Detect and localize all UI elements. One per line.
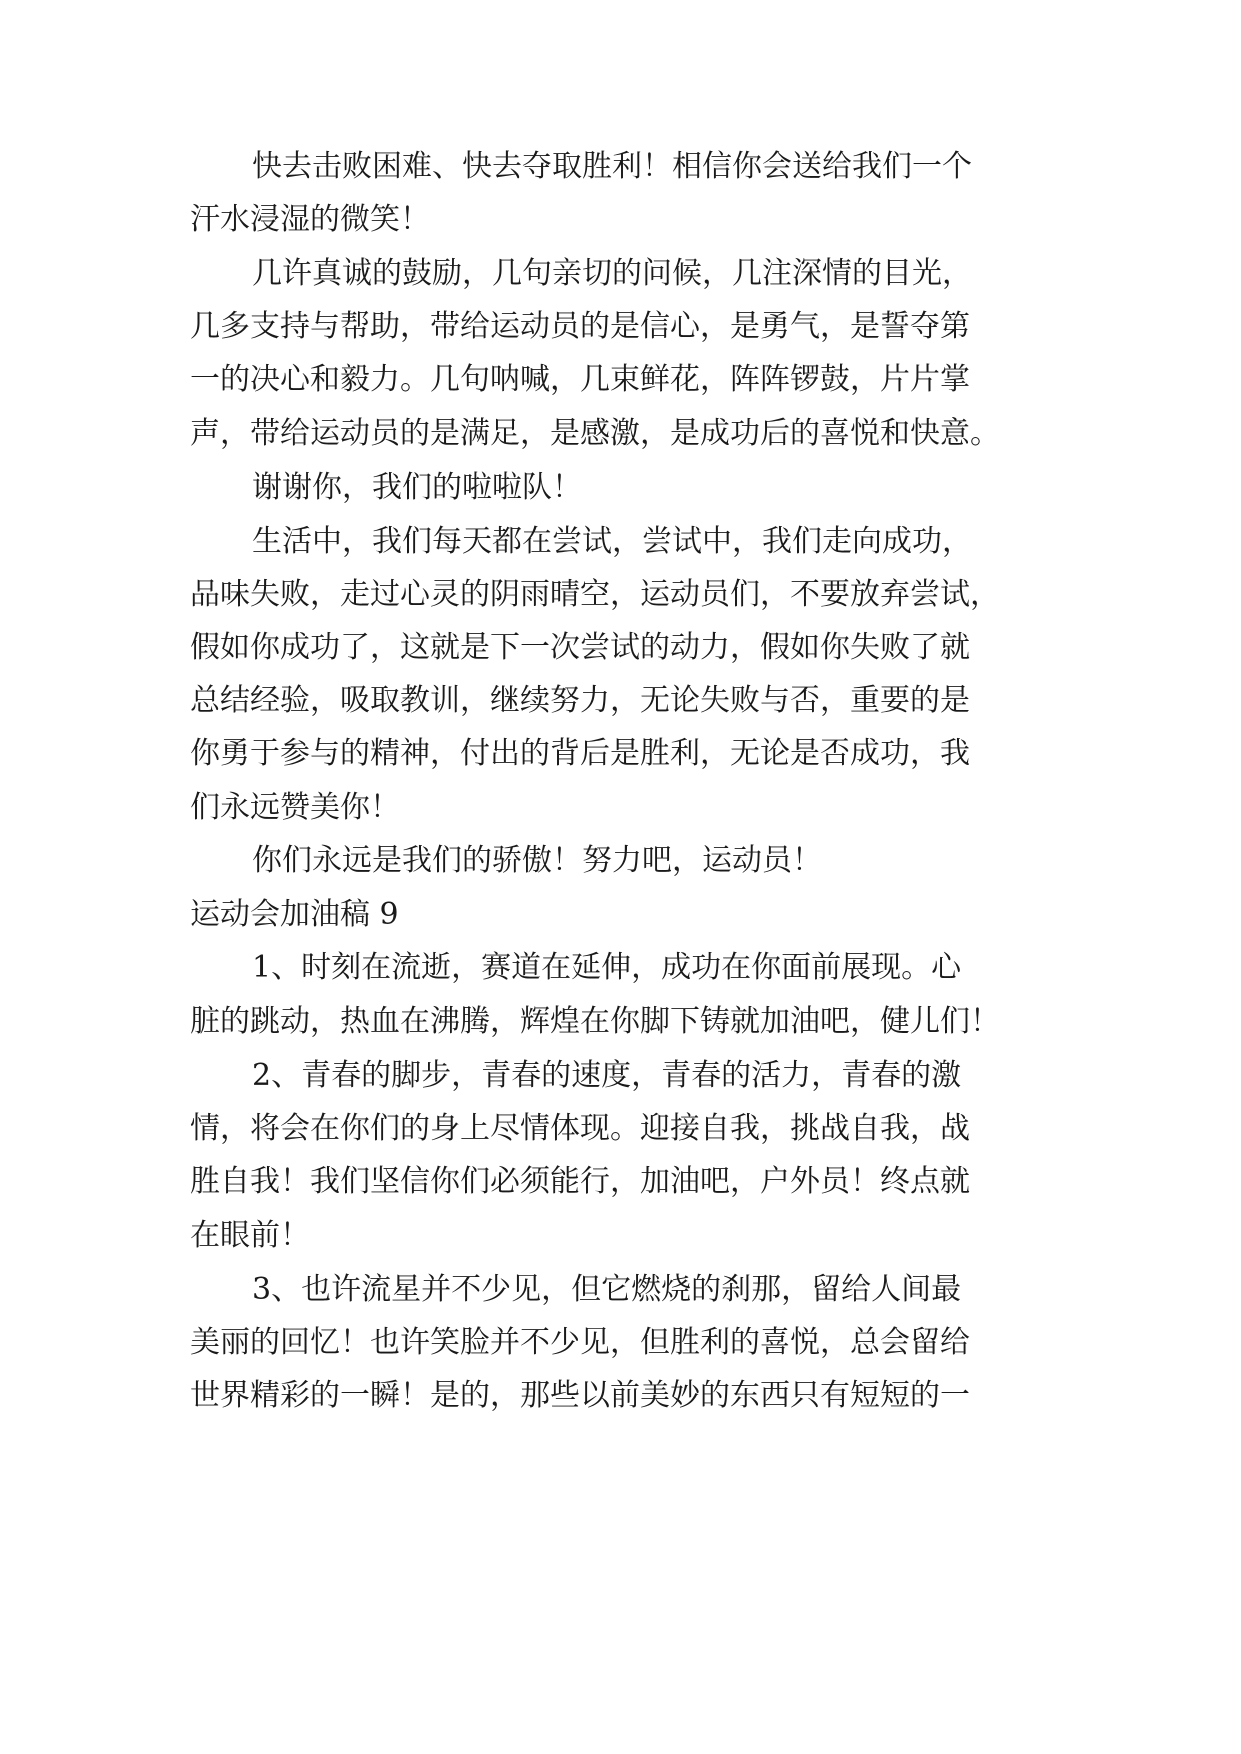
text-line: 快去击败困难、快去夺取胜利！相信你会送给我们一个: [252, 149, 972, 184]
text-line: 2、青春的脚步，青春的速度，青春的活力，青春的激: [252, 1058, 962, 1093]
text-line: 情，将会在你们的身上尽情体现。迎接自我，挑战自我，战: [190, 1111, 970, 1146]
text-line: 总结经验，吸取教训，继续努力，无论失败与否，重要的是: [190, 683, 970, 718]
text-line: 声，带给运动员的是满足，是感激，是成功后的喜悦和快意。: [190, 416, 1000, 451]
text-line: 汗水浸湿的微笑！: [190, 202, 430, 237]
text-line: 假如你成功了，这就是下一次尝试的动力，假如你失败了就: [190, 630, 970, 665]
text-line: 一的决心和毅力。几句呐喊，几束鲜花，阵阵锣鼓，片片掌: [190, 362, 970, 397]
text-line: 生活中，我们每天都在尝试，尝试中，我们走向成功，: [252, 524, 972, 559]
text-line: 1、时刻在流逝，赛道在延伸，成功在你面前展现。心: [252, 950, 962, 985]
text-line: 你勇于参与的精神，付出的背后是胜利，无论是否成功，我: [190, 736, 970, 771]
text-line: 几多支持与帮助，带给运动员的是信心，是勇气，是誓夺第: [190, 309, 970, 344]
text-line: 们永远赞美你！: [190, 790, 400, 825]
text-line: 脏的跳动，热血在沸腾，辉煌在你脚下铸就加油吧，健儿们！: [190, 1004, 1000, 1039]
text-line: 几许真诚的鼓励，几句亲切的问候，几注深情的目光，: [252, 256, 972, 291]
text-line: 你们永远是我们的骄傲！努力吧，运动员！: [252, 843, 822, 878]
text-line: 美丽的回忆！也许笑脸并不少见，但胜利的喜悦，总会留给: [190, 1325, 970, 1360]
text-line: 3、也许流星并不少见，但它燃烧的刹那，留给人间最: [252, 1272, 962, 1307]
text-line: 胜自我！我们坚信你们必须能行，加油吧，户外员！终点就: [190, 1164, 970, 1199]
text-line: 品味失败，走过心灵的阴雨晴空，运动员们，不要放弃尝试，: [190, 577, 1000, 612]
text-line: 世界精彩的一瞬！是的，那些以前美妙的东西只有短短的一: [190, 1378, 970, 1413]
text-line: 在眼前！: [190, 1218, 310, 1253]
text-line: 谢谢你，我们的啦啦队！: [252, 470, 582, 505]
section-heading: 运动会加油稿 9: [190, 897, 399, 932]
